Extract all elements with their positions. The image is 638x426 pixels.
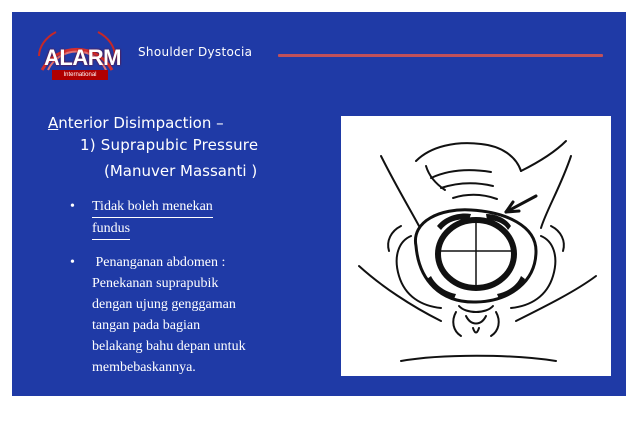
header-divider	[278, 54, 603, 57]
bullet-line: belakang bahu depan untuk	[92, 339, 246, 354]
bullet-line: tangan pada bagian	[92, 318, 201, 333]
bullet-dot: •	[70, 255, 75, 270]
bullet-item	[70, 196, 292, 240]
heading-rest: nterior Disimpaction –	[58, 114, 224, 132]
alarm-logo	[36, 26, 121, 86]
bullet-line: Tidak boleh menekan	[92, 196, 213, 218]
header-title: Shoulder Dystocia	[138, 45, 253, 59]
bullet-line: Penekanan suprapubik	[92, 276, 219, 291]
bullet-line: membebaskannya.	[92, 360, 196, 375]
bullet-line: dengan ujung genggaman	[92, 297, 236, 312]
suprapubic-pressure-illustration	[341, 116, 611, 376]
section-heading	[48, 112, 224, 134]
slide	[12, 12, 626, 396]
pelvis-hand-illustration-icon	[341, 116, 611, 376]
logo-wordmark: ALARM	[44, 45, 121, 70]
bullet-line: Penanganan abdomen :	[92, 255, 226, 270]
bullet-dot: •	[70, 199, 75, 214]
logo-subtext: International	[52, 70, 108, 80]
subheading-detail: (Manuver Massanti )	[104, 162, 258, 180]
heading-initial: A	[48, 114, 59, 132]
subheading: 1) Suprapubic Pressure	[80, 136, 259, 154]
bullet-item	[70, 252, 327, 378]
bullet-line: fundus	[92, 218, 130, 240]
